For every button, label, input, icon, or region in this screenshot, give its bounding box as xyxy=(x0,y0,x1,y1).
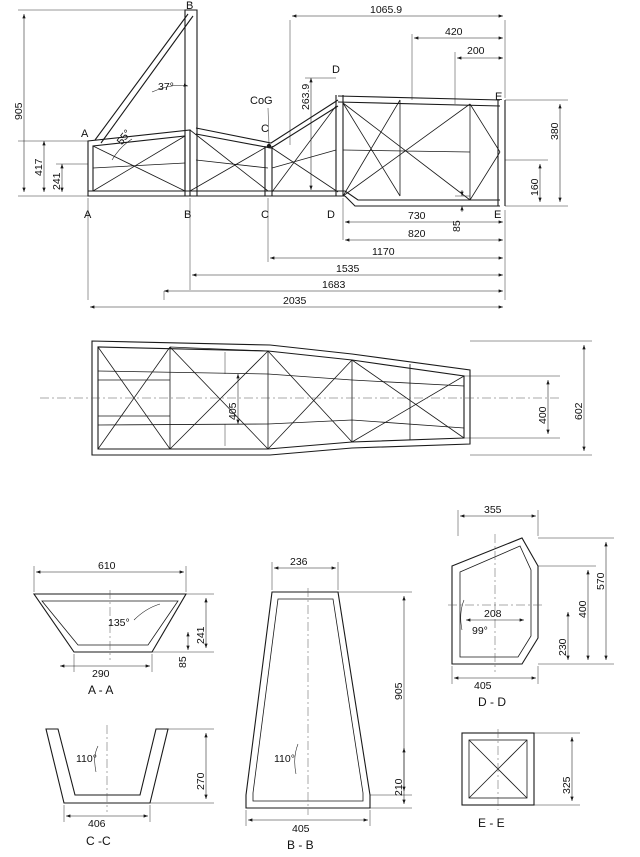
dim-85: 85 xyxy=(451,220,463,232)
node-label-d-bottom: D xyxy=(327,209,335,221)
side-view xyxy=(13,0,568,307)
top-view xyxy=(40,341,592,455)
dim-dd-355: 355 xyxy=(484,504,502,516)
dim-820: 820 xyxy=(408,228,426,240)
node-label-b-bottom: B xyxy=(184,209,192,221)
dim-cc-406: 406 xyxy=(88,818,106,830)
dim-aa-241: 241 xyxy=(195,626,207,644)
dim-bb-210: 210 xyxy=(393,778,405,796)
dim-dd-400: 400 xyxy=(577,600,589,618)
angle-55-label: 55° xyxy=(114,127,134,148)
dim-aa-85: 85 xyxy=(177,656,189,668)
dim-top-400: 400 xyxy=(537,406,549,424)
cog-marker xyxy=(267,144,271,148)
section-e-e xyxy=(462,729,580,830)
angle-bb-110: 110° xyxy=(274,753,295,765)
caption-e-e: E - E xyxy=(478,816,505,830)
dim-1065-9: 1065.9 xyxy=(370,4,403,16)
caption-b-b: B - B xyxy=(287,838,314,852)
dim-dd-230: 230 xyxy=(557,638,569,656)
cog-label: CoG xyxy=(250,95,273,107)
caption-d-d: D - D xyxy=(478,695,506,709)
dim-241: 241 xyxy=(51,172,63,190)
dim-bb-236: 236 xyxy=(290,556,308,568)
dim-730: 730 xyxy=(408,210,426,222)
dim-bb-405: 405 xyxy=(292,823,310,835)
angle-37-label: 37° xyxy=(158,81,174,93)
dim-aa-290: 290 xyxy=(92,668,110,680)
dim-top-405: 405 xyxy=(227,402,239,420)
dim-417: 417 xyxy=(33,158,45,176)
node-label-e-top: E xyxy=(495,91,503,103)
dim-2035: 2035 xyxy=(283,295,307,307)
dim-1170: 1170 xyxy=(372,246,395,258)
dim-263-9: 263.9 xyxy=(300,83,312,110)
section-a-a xyxy=(34,560,214,697)
dim-bb-905: 905 xyxy=(393,682,405,700)
dim-aa-610: 610 xyxy=(98,560,116,572)
section-d-d xyxy=(448,504,614,709)
dim-1535: 1535 xyxy=(336,263,360,275)
node-label-a-bottom: A xyxy=(84,209,92,221)
dim-dd-405: 405 xyxy=(474,680,492,692)
dim-1683: 1683 xyxy=(322,279,346,291)
caption-c-c: C -C xyxy=(86,834,111,848)
dim-dd-570: 570 xyxy=(595,572,607,590)
dim-905: 905 xyxy=(13,102,25,120)
section-c-c xyxy=(46,725,214,848)
caption-a-a: A - A xyxy=(88,683,114,697)
dim-160: 160 xyxy=(529,178,541,196)
node-label-a-top: A xyxy=(81,128,89,140)
node-label-d-top: D xyxy=(332,64,340,76)
angle-aa-135: 135° xyxy=(108,617,130,629)
node-label-b-top: B xyxy=(186,0,194,12)
dim-top-602: 602 xyxy=(573,402,585,420)
node-label-e-bottom: E xyxy=(494,209,502,221)
dim-cc-270: 270 xyxy=(195,772,207,790)
angle-dd-99: 99° xyxy=(472,625,488,637)
node-label-c-bottom: C xyxy=(261,209,269,221)
dim-200: 200 xyxy=(467,45,485,57)
angle-cc-110: 110° xyxy=(76,753,97,765)
dim-420: 420 xyxy=(445,26,463,38)
section-b-b xyxy=(246,556,412,852)
dim-380: 380 xyxy=(549,122,561,140)
node-label-c-top: C xyxy=(261,123,269,135)
dim-ee-325: 325 xyxy=(561,776,573,794)
dim-dd-208: 208 xyxy=(484,608,502,620)
